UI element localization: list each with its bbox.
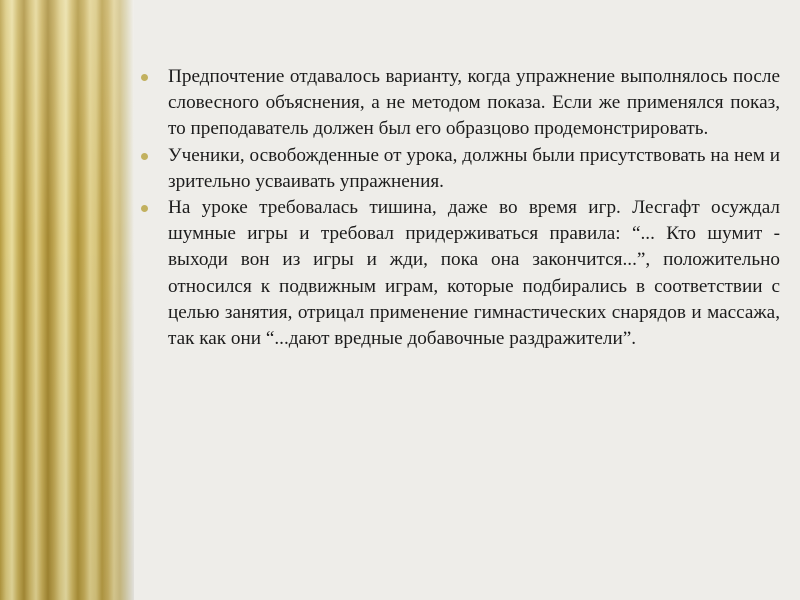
bullet-text: Предпочтение отдавалось варианту, когда упражнение выполнялось после словесного объяснения, а не методом показа. Если же применялся показ, то преподаватель должен был его образцово продемонстрировать. [168,66,780,140]
bullet-dot-icon [141,74,148,81]
bullet-item [138,143,780,195]
bullet-item [138,64,780,143]
bullet-dot-icon [141,153,148,160]
bullet-text: На уроке требовалась тишина, даже во время игр. Лесгафт осуждал шумные игры и требовал придерживаться правила: “... Кто шумит - выходи вон из игры и жди, пока она закончится...”, положительно относился к подвижным играм, которые подбирались в соответствии с целью занятия, отрицал применение гимнастических снарядов и массажа, так как они “...дают вредные добавочные раздражители”. [168,197,780,350]
bullet-item [138,195,780,352]
bullet-text: Ученики, освобожденные от урока, должны были присутствовать на нем и зрительно усваивать упражнения. [168,144,780,192]
slide-content [138,64,780,352]
bullet-dot-icon [141,205,148,212]
gold-curtain-decoration [0,0,134,600]
bullet-list [138,64,780,352]
